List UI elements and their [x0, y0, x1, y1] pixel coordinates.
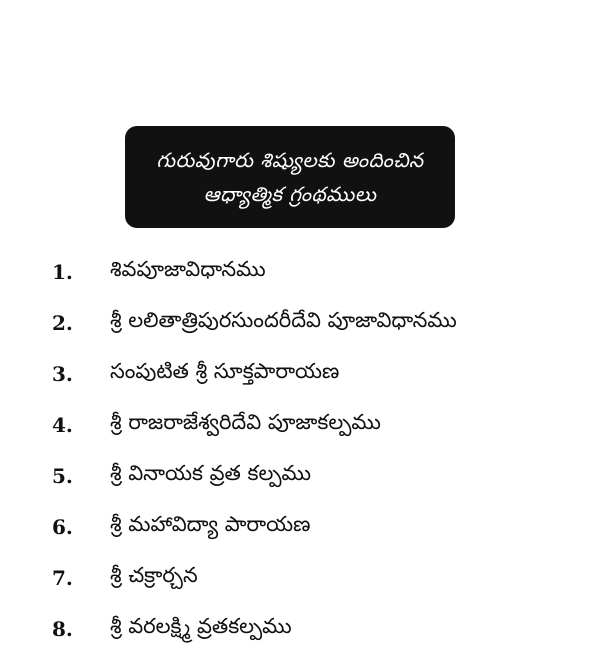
book-list [0, 246, 600, 654]
banner-title-line-2: ఆధ్యాత్మిక గ్రంథములు [203, 182, 377, 206]
item-number: 2. [52, 310, 73, 335]
list-item [0, 348, 600, 399]
list-item [0, 552, 600, 603]
item-number: 4. [52, 412, 73, 437]
list-item [0, 297, 600, 348]
banner-title-line-1: గురువుగారు శిష్యులకు అందించిన [156, 148, 424, 172]
item-number: 6. [52, 514, 73, 539]
item-number: 1. [52, 259, 73, 284]
item-number: 7. [52, 565, 73, 590]
item-number: 3. [52, 361, 73, 386]
title-banner [125, 126, 455, 228]
list-item [0, 501, 600, 552]
list-item [0, 603, 600, 654]
item-number: 8. [52, 616, 73, 641]
item-title: శ్రీ వినాయక వ్రత కల్పము [110, 460, 312, 485]
item-title: శ్రీ మహావిద్యా పారాయణ [110, 511, 311, 536]
item-title: శ్రీ చక్రార్చన [110, 562, 198, 587]
item-title: శ్రీ రాజరాజేశ్వరిదేవి పూజాకల్పము [110, 409, 381, 434]
list-item [0, 450, 600, 501]
item-number: 5. [52, 463, 73, 488]
list-item [0, 399, 600, 450]
item-title: సంపుటిత శ్రీ సూక్తపారాయణ [110, 358, 340, 383]
item-title: శ్రీ లలితాత్రిపురసుందరీదేవి పూజావిధానము [110, 307, 457, 332]
item-title: శివపూజావిధానము [110, 256, 266, 281]
list-item [0, 246, 600, 297]
item-title: శ్రీ వరలక్ష్మి వ్రతకల్పము [110, 613, 292, 638]
